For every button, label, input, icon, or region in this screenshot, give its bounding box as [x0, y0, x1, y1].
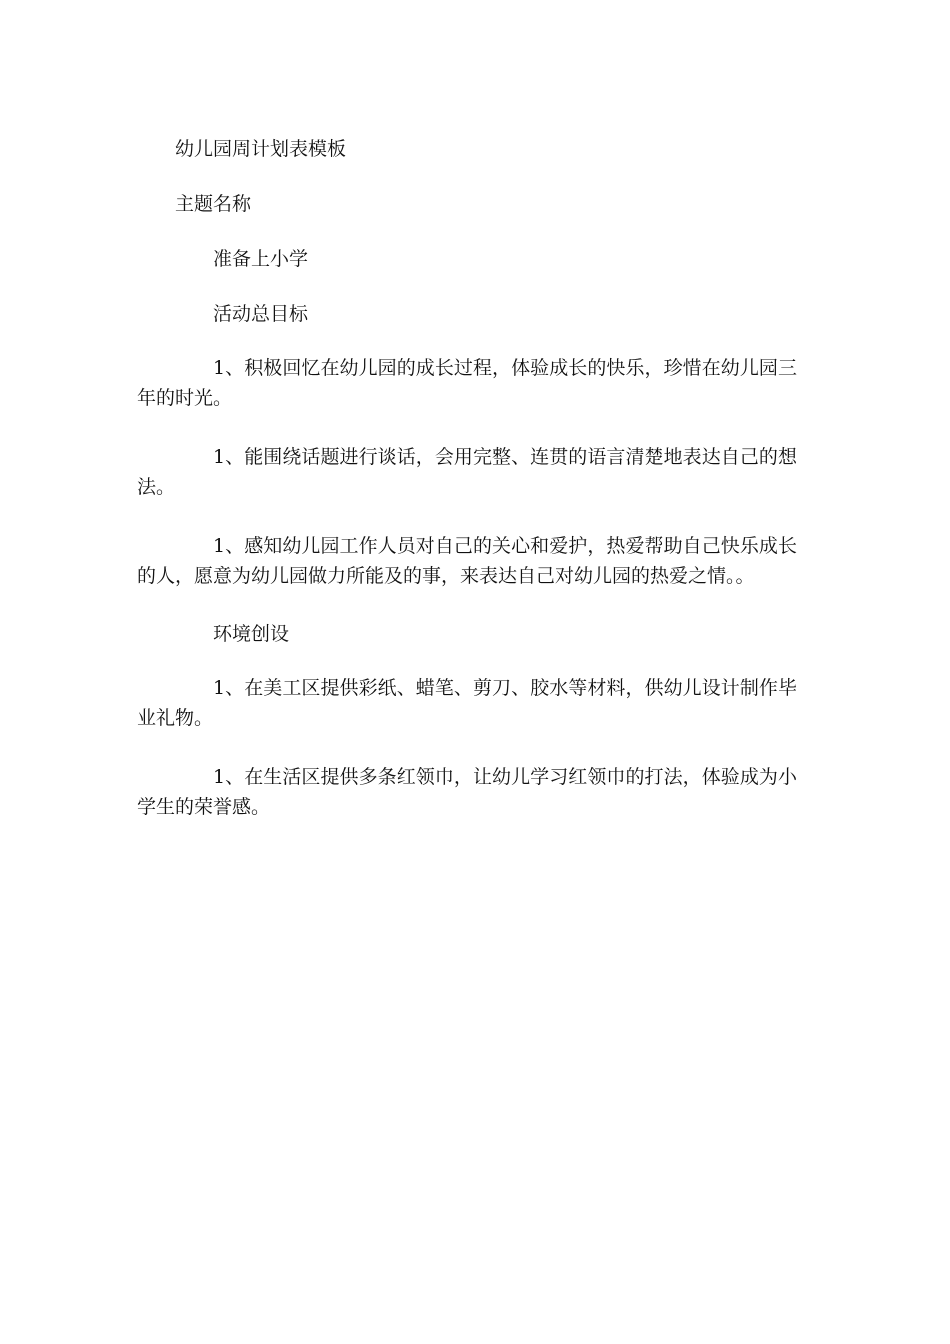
- environment-item-1: 1、在美工区提供彩纸、蜡笔、剪刀、胶水等材料，供幼儿设计制作毕业礼物。: [137, 677, 797, 729]
- document-title: 幼儿园周计划表模板: [175, 138, 347, 160]
- theme-label: 主题名称: [175, 193, 252, 215]
- environment-heading: 环境创设: [213, 623, 290, 645]
- environment-item-2: 1、在生活区提供多条红领巾，让幼儿学习红领巾的打法，体验成为小学生的荣誉感。: [137, 766, 797, 818]
- goal-item-2: 1、能围绕话题进行谈话，会用完整、连贯的语言清楚地表达自己的想法。: [137, 446, 797, 498]
- goal-item-3: 1、感知幼儿园工作人员对自己的关心和爱护，热爱帮助自己快乐成长的人，愿意为幼儿园做力所能及的事，来表达自己对幼儿园的热爱之情。。: [137, 535, 797, 587]
- theme-value: 准备上小学: [213, 248, 309, 270]
- goals-heading: 活动总目标: [213, 303, 309, 325]
- goal-item-1: 1、积极回忆在幼儿园的成长过程，体验成长的快乐，珍惜在幼儿园三年的时光。: [137, 357, 797, 409]
